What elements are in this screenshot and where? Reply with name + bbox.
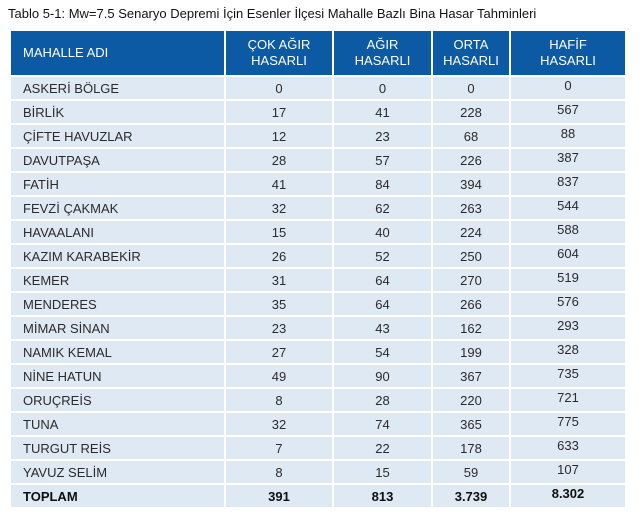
- value-cell: 293: [511, 317, 625, 339]
- row-label: DAVUTPAŞA: [11, 149, 224, 171]
- row-label: TUNA: [11, 413, 224, 435]
- table-header: [11, 31, 625, 75]
- row-label: ASKERİ BÖLGE: [11, 77, 224, 99]
- value-cell: 220: [433, 389, 509, 411]
- table-row: [11, 125, 625, 147]
- value-cell: 32: [226, 413, 332, 435]
- value-cell: 0: [433, 77, 509, 99]
- value-cell: 23: [226, 317, 332, 339]
- table-header-row: [11, 31, 625, 75]
- value-cell: 567: [511, 101, 625, 123]
- table-body: [11, 77, 625, 507]
- value-cell: 52: [334, 245, 431, 267]
- row-label: ÇİFTE HAVUZLAR: [11, 125, 224, 147]
- damage-table: [9, 29, 627, 509]
- value-cell: 15: [226, 221, 332, 243]
- value-cell: 365: [433, 413, 509, 435]
- row-label: KAZIM KARABEKİR: [11, 245, 224, 267]
- value-cell: 107: [511, 461, 625, 483]
- value-cell: 178: [433, 437, 509, 459]
- value-cell: 576: [511, 293, 625, 315]
- value-cell: 226: [433, 149, 509, 171]
- value-cell: 31: [226, 269, 332, 291]
- table-caption: Tablo 5-1: Mw=7.5 Senaryo Depremi İçin Esenler İlçesi Mahalle Bazlı Bina Hasar Tahminleri: [8, 6, 537, 21]
- value-cell: 35: [226, 293, 332, 315]
- table-row: [11, 197, 625, 219]
- value-cell: 8: [226, 461, 332, 483]
- value-cell: 387: [511, 149, 625, 171]
- row-label: ORUÇREİS: [11, 389, 224, 411]
- value-cell: 588: [511, 221, 625, 243]
- value-cell: 162: [433, 317, 509, 339]
- row-label: KEMER: [11, 269, 224, 291]
- table-row: [11, 413, 625, 435]
- table-row: [11, 245, 625, 267]
- value-cell: 23: [334, 125, 431, 147]
- value-cell: 15: [334, 461, 431, 483]
- value-cell: 54: [334, 341, 431, 363]
- value-cell: 228: [433, 101, 509, 123]
- table-row: [11, 173, 625, 195]
- column-header: HAFİF HASARLI: [511, 31, 625, 75]
- value-cell: 0: [511, 77, 625, 99]
- value-cell: 17: [226, 101, 332, 123]
- value-cell: 26: [226, 245, 332, 267]
- value-cell: 27: [226, 341, 332, 363]
- row-label: NAMIK KEMAL: [11, 341, 224, 363]
- value-cell: 28: [334, 389, 431, 411]
- value-cell: 721: [511, 389, 625, 411]
- value-cell: 604: [511, 245, 625, 267]
- value-cell: 328: [511, 341, 625, 363]
- value-cell: 32: [226, 197, 332, 219]
- value-cell: 633: [511, 437, 625, 459]
- table-row: [11, 365, 625, 387]
- value-cell: 43: [334, 317, 431, 339]
- value-cell: 735: [511, 365, 625, 387]
- value-cell: 59: [433, 461, 509, 483]
- value-cell: 250: [433, 245, 509, 267]
- value-cell: 0: [226, 77, 332, 99]
- value-cell: 199: [433, 341, 509, 363]
- value-cell: 68: [433, 125, 509, 147]
- table-row: [11, 341, 625, 363]
- table-row: [11, 221, 625, 243]
- value-cell: 775: [511, 413, 625, 435]
- column-header: ÇOK AĞIR HASARLI: [226, 31, 332, 75]
- table-row: [11, 101, 625, 123]
- row-label: TURGUT REİS: [11, 437, 224, 459]
- row-label: FEVZİ ÇAKMAK: [11, 197, 224, 219]
- value-cell: 12: [226, 125, 332, 147]
- value-cell: 3.739: [433, 485, 509, 507]
- value-cell: 90: [334, 365, 431, 387]
- row-label: MENDERES: [11, 293, 224, 315]
- table-row: [11, 485, 625, 507]
- value-cell: 8: [226, 389, 332, 411]
- value-cell: 41: [226, 173, 332, 195]
- row-label: BİRLİK: [11, 101, 224, 123]
- value-cell: 266: [433, 293, 509, 315]
- table-row: [11, 317, 625, 339]
- value-cell: 519: [511, 269, 625, 291]
- value-cell: 224: [433, 221, 509, 243]
- table-row: [11, 461, 625, 483]
- row-label: NİNE HATUN: [11, 365, 224, 387]
- value-cell: 7: [226, 437, 332, 459]
- column-header: ORTA HASARLI: [433, 31, 509, 75]
- value-cell: 40: [334, 221, 431, 243]
- table-row: [11, 77, 625, 99]
- column-header: AĞIR HASARLI: [334, 31, 431, 75]
- value-cell: 64: [334, 293, 431, 315]
- table-row: [11, 437, 625, 459]
- value-cell: 8.302: [511, 485, 625, 507]
- value-cell: 837: [511, 173, 625, 195]
- table-row: [11, 293, 625, 315]
- table-row: [11, 269, 625, 291]
- row-label: HAVAALANI: [11, 221, 224, 243]
- value-cell: 62: [334, 197, 431, 219]
- row-label: FATİH: [11, 173, 224, 195]
- value-cell: 270: [433, 269, 509, 291]
- value-cell: 0: [334, 77, 431, 99]
- value-cell: 263: [433, 197, 509, 219]
- value-cell: 394: [433, 173, 509, 195]
- value-cell: 64: [334, 269, 431, 291]
- value-cell: 22: [334, 437, 431, 459]
- value-cell: 391: [226, 485, 332, 507]
- value-cell: 367: [433, 365, 509, 387]
- row-label: TOPLAM: [11, 485, 224, 507]
- value-cell: 74: [334, 413, 431, 435]
- value-cell: 544: [511, 197, 625, 219]
- column-header: MAHALLE ADI: [11, 31, 224, 75]
- value-cell: 28: [226, 149, 332, 171]
- value-cell: 84: [334, 173, 431, 195]
- value-cell: 813: [334, 485, 431, 507]
- row-label: MİMAR SİNAN: [11, 317, 224, 339]
- table-row: [11, 149, 625, 171]
- value-cell: 88: [511, 125, 625, 147]
- row-label: YAVUZ SELİM: [11, 461, 224, 483]
- value-cell: 57: [334, 149, 431, 171]
- table-row: [11, 389, 625, 411]
- value-cell: 49: [226, 365, 332, 387]
- value-cell: 41: [334, 101, 431, 123]
